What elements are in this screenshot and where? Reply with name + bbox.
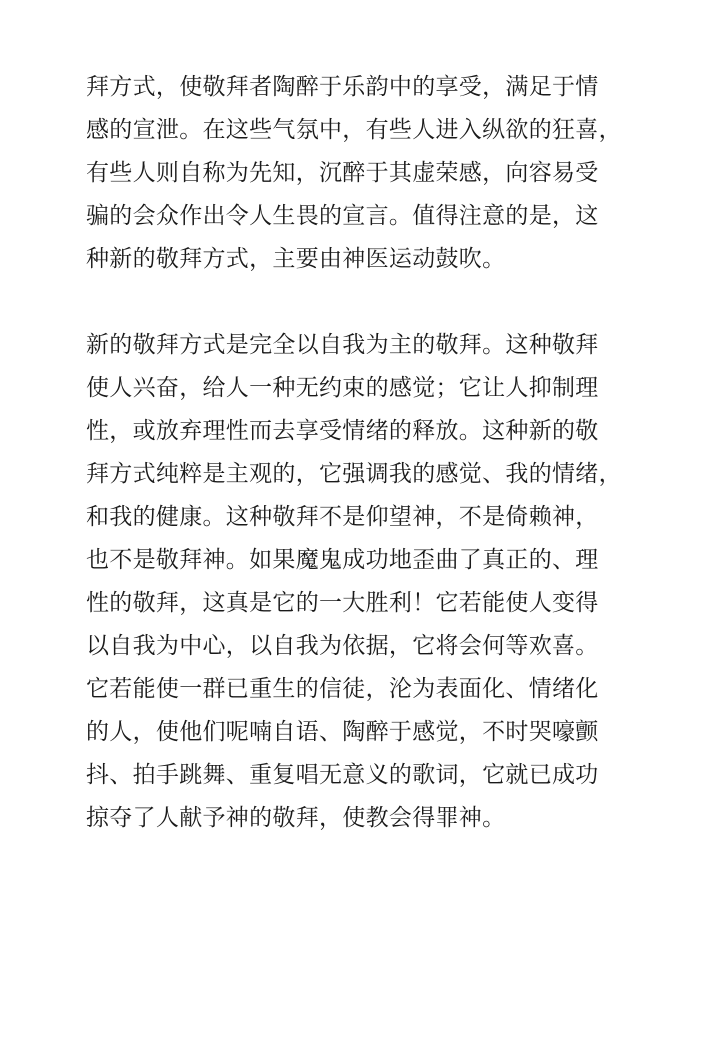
paragraph-1 [86,66,646,281]
text-line: 有些人则自称为先知，沉醉于其虚荣感，向容易受 [86,160,599,186]
document-page [86,66,646,840]
text-line: 抖、拍手跳舞、重复唱无意义的歌词，它就已成功 [86,762,599,788]
text-line: 新的敬拜方式是完全以自我为主的敬拜。这种敬拜 [86,332,599,358]
paragraph-2 [86,324,646,840]
text-line: 和我的健康。这种敬拜不是仰望神，不是倚赖神， [86,504,599,530]
text-line: 掠夺了人献予神的敬拜，使教会得罪神。 [86,805,506,831]
text-line: 使人兴奋，给人一种无约束的感觉；它让人抑制理 [86,375,599,401]
text-line: 感的宣泄。在这些气氛中，有些人进入纵欲的狂喜， [86,117,622,143]
text-line: 种新的敬拜方式，主要由神医运动鼓吹。 [86,246,506,272]
text-line: 性的敬拜，这真是它的一大胜利！它若能使人变得 [86,590,599,616]
text-line: 性，或放弃理性而去享受情绪的释放。这种新的敬 [86,418,599,444]
text-line: 的人，使他们呢喃自语、陶醉于感觉，不时哭嚎颤 [86,719,599,745]
text-line: 以自我为中心，以自我为依据，它将会何等欢喜。 [86,633,599,659]
text-line: 拜方式，使敬拜者陶醉于乐韵中的享受，满足于情 [86,74,599,100]
text-line: 骗的会众作出令人生畏的宣言。值得注意的是，这 [86,203,599,229]
paragraph-spacer [86,281,646,324]
text-line: 拜方式纯粹是主观的，它强调我的感觉、我的情绪， [86,461,622,487]
text-line: 也不是敬拜神。如果魔鬼成功地歪曲了真正的、理 [86,547,599,573]
text-line: 它若能使一群已重生的信徒，沦为表面化、情绪化 [86,676,599,702]
